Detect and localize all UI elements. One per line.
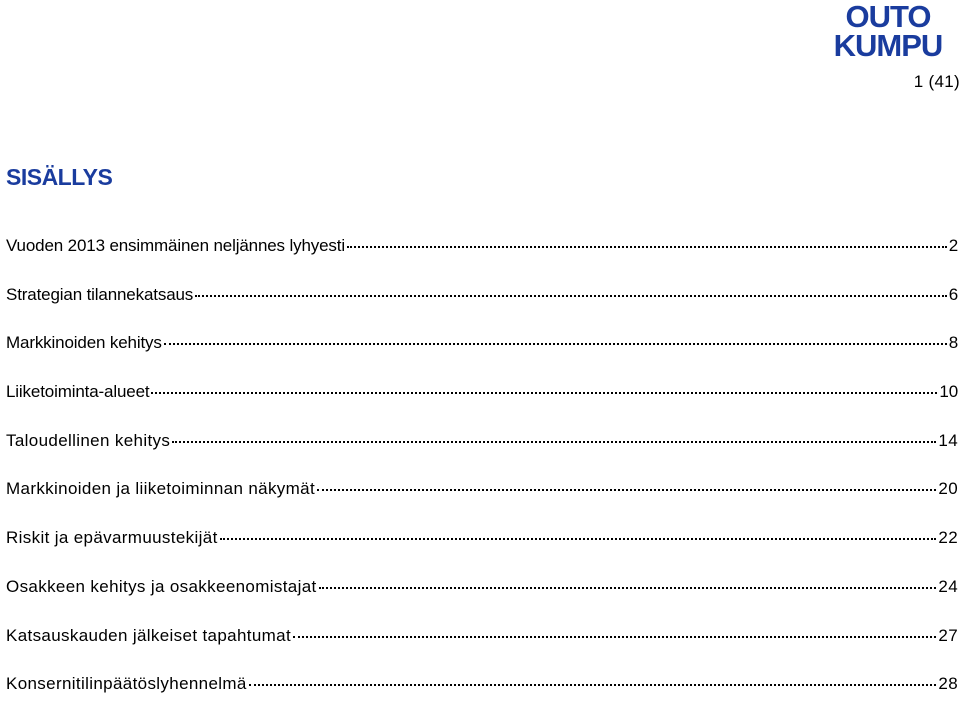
logo-line-1: OUTO [845, 2, 931, 34]
toc-entry-page: 2 [948, 236, 958, 255]
toc-entry-label: Markkinoiden ja liiketoiminnan näkymät [6, 479, 316, 499]
toc-dot-leader [151, 392, 937, 394]
toc-dot-leader [293, 636, 936, 638]
toc-dot-leader [347, 246, 947, 248]
toc-entry[interactable] [6, 674, 958, 723]
toc-entry-page: 10 [939, 382, 958, 402]
toc-entry-page: 20 [938, 479, 958, 499]
outokumpu-logo [820, 2, 956, 58]
toc-entry-label: Liiketoiminta-alueet [6, 382, 150, 402]
toc-entry-label: Osakkeen kehitys ja osakkeenomistajat [6, 576, 317, 596]
toc-entry[interactable] [6, 333, 958, 382]
toc-entry[interactable] [6, 285, 958, 334]
toc-entry[interactable] [6, 431, 958, 480]
toc-entry[interactable] [6, 479, 958, 528]
toc-dot-leader [195, 295, 947, 297]
toc-entry-label: Riskit ja epävarmuustekijät [6, 528, 218, 548]
toc-entry-page: 8 [948, 333, 958, 353]
toc-entry-label: Konsernitilinpäätöslyhennelmä [6, 674, 247, 694]
toc-entry[interactable] [6, 577, 958, 626]
toc-dot-leader [172, 441, 936, 443]
logo-line-2: KUMPU [833, 28, 943, 58]
toc-entry-label: Taloudellinen kehitys [6, 430, 171, 450]
toc-entry[interactable] [6, 528, 958, 577]
toc-entry[interactable] [6, 626, 958, 675]
toc-entry-page: 27 [938, 625, 958, 645]
toc-entry[interactable] [6, 236, 958, 285]
toc-entry-page: 14 [938, 430, 958, 450]
page-number: 1 (41) [913, 72, 960, 91]
toc-entry-label: Strategian tilannekatsaus [6, 284, 194, 304]
outokumpu-logo-image [820, 2, 956, 58]
toc-entry-label: Markkinoiden kehitys [6, 333, 162, 353]
toc-dot-leader [249, 684, 937, 686]
toc-dot-leader [220, 538, 937, 540]
toc-entry-page: 28 [938, 674, 958, 694]
toc-dot-leader [164, 343, 947, 345]
toc-dot-leader [317, 489, 936, 491]
toc-entry-page: 24 [938, 576, 958, 596]
toc-entry-page: 22 [938, 528, 958, 548]
toc-entry-label: Katsauskauden jälkeiset tapahtumat [6, 625, 292, 645]
page-title: SISÄLLYS [6, 164, 113, 190]
toc-entry-page: 6 [948, 284, 958, 304]
toc-dot-leader [319, 587, 937, 589]
toc-entry-label: Vuoden 2013 ensimmäinen neljännes lyhyesti [6, 236, 345, 255]
table-of-contents [6, 236, 958, 723]
toc-entry[interactable] [6, 382, 958, 431]
